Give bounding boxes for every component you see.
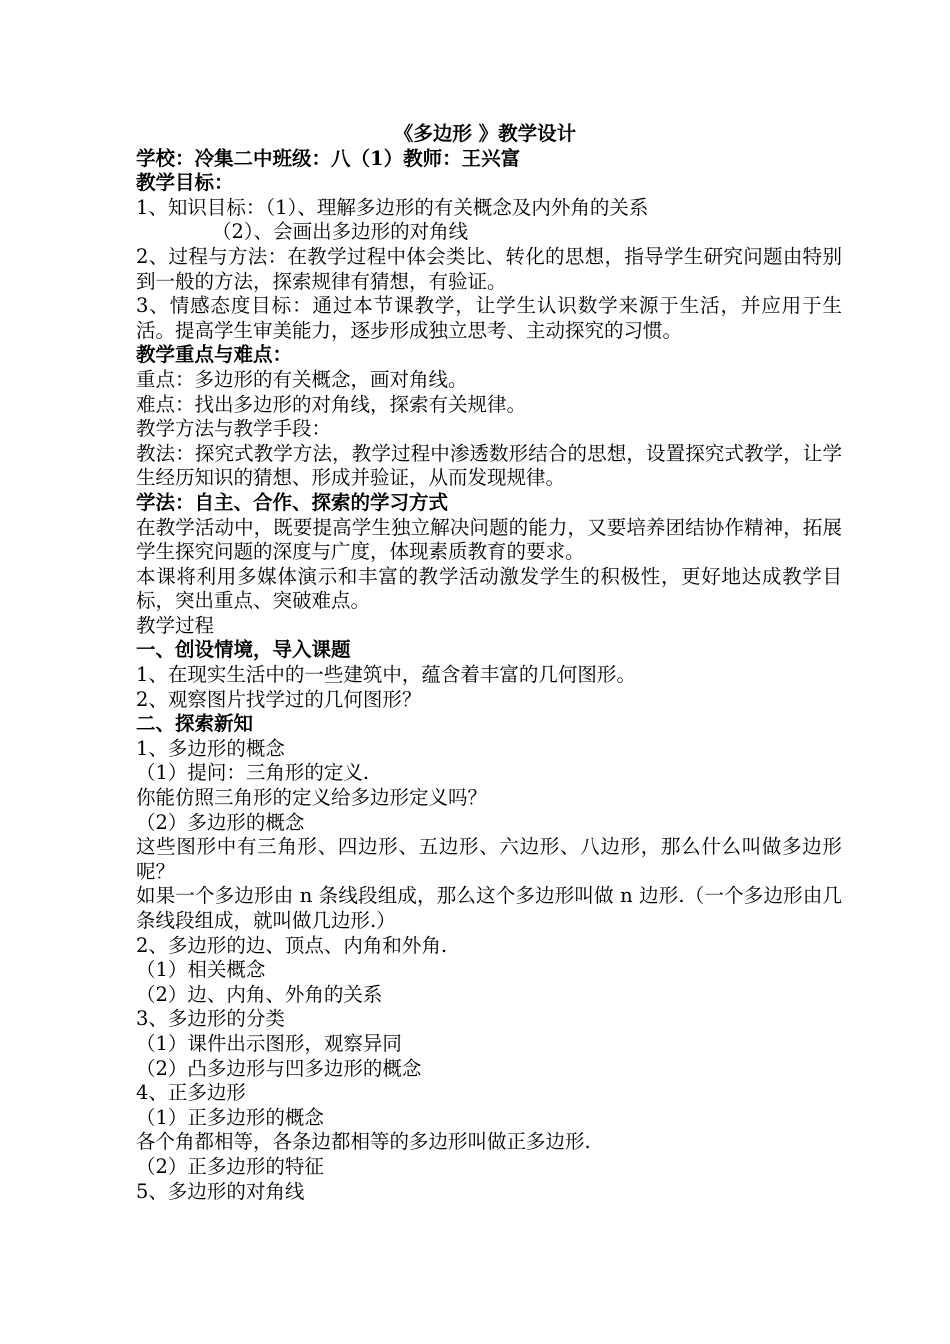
section-1-heading: 一、创设情境，导入课题: [136, 638, 351, 662]
section-2-item-1-2: （2）多边形的概念: [136, 810, 305, 834]
section-2-item-4-1: （1）正多边形的概念: [136, 1105, 324, 1129]
section-2-item-4-paragraph: 各个角都相等，各条边都相等的多边形叫做正多边形.: [136, 1130, 591, 1154]
learning-method: 学法：自主、合作、探索的学习方式: [136, 490, 449, 514]
section-2-item-4-2: （2）正多边形的特征: [136, 1154, 324, 1178]
objective-knowledge-2: （2）、会画出多边形的对角线: [212, 220, 469, 244]
section-2-item-2: 2、多边形的边、顶点、内角和外角.: [136, 933, 448, 957]
section-2-item-1-question: 你能仿照三角形的定义给多边形定义吗？: [136, 786, 488, 810]
document-page: [136, 122, 842, 1204]
section-2-item-3: 3、多边形的分类: [136, 1007, 285, 1031]
section-2-item-3-1: （1）课件出示图形，观察异同: [136, 1031, 402, 1055]
teaching-method: 教法：探究式教学方法，教学过程中渗透数形结合的思想，设置探究式教学，让学生经历知识的猜想、形成并验证，从而发现规律。: [136, 441, 842, 490]
section-2-item-2-1: （1）相关概念: [136, 958, 266, 982]
document-title: 《多边形 》教学设计: [393, 122, 577, 145]
learning-paragraph-1: 在教学活动中，既要提高学生独立解决问题的能力，又要培养团结协作精神，拓展学生探究问题的深度与广度，体现素质教育的要求。: [136, 515, 842, 564]
learning-paragraph-2: 本课将利用多媒体演示和丰富的教学活动激发学生的积极性，更好地达成教学目标，突出重点、突破难点。: [136, 564, 842, 613]
section-2-item-3-2: （2）凸多边形与凹多边形的概念: [136, 1056, 422, 1080]
section-1-item-1: 1、在现实生活中的一些建筑中，蕴含着丰富的几何图形。: [136, 663, 636, 687]
objective-emotion: 3、情感态度目标：通过本节课教学，让学生认识数学来源于生活，并应用于生活。提高学生审美能力，逐步形成独立思考、主动探究的习惯。: [136, 294, 842, 342]
difficulty-point: 难点：找出多边形的对角线，探索有关规律。: [136, 392, 527, 416]
section-2-item-5: 5、多边形的对角线: [136, 1179, 305, 1203]
process-heading: 教学过程: [136, 613, 215, 637]
section-2-item-1: 1、多边形的概念: [136, 736, 285, 760]
section-1-item-2: 2、观察图片找学过的几何图形？: [136, 687, 422, 711]
objectives-heading: 教学目标：: [136, 171, 234, 195]
section-2-item-2-2: （2）边、内角、外角的关系: [136, 982, 383, 1006]
key-heading: 教学重点与难点：: [136, 343, 293, 367]
section-2-item-1-1: （1）提问：三角形的定义.: [136, 761, 370, 785]
key-point: 重点：多边形的有关概念，画对角线。: [136, 367, 468, 391]
section-2-heading: 二、探索新知: [136, 712, 254, 736]
methods-heading: 教学方法与教学手段：: [136, 417, 332, 441]
section-2-item-4: 4、正多边形: [136, 1081, 246, 1105]
section-2-item-1-paragraph-1: 这些图形中有三角形、四边形、五边形、六边形、八边形，那么什么叫做多边形呢？: [136, 835, 842, 883]
school-info: 学校：冷集二中班级：八（1）教师：王兴富: [136, 146, 521, 170]
objective-process: 2、过程与方法：在教学过程中体会类比、转化的思想，指导学生研究问题由特别到一般的方法，探索规律有猜想，有验证。: [136, 244, 842, 293]
objective-knowledge: 1、知识目标：（1）、理解多边形的有关概念及内外角的关系: [136, 195, 649, 219]
section-2-item-1-paragraph-2: 如果一个多边形由 n 条线段组成，那么这个多边形叫做 n 边形.（一个多边形由几条线段组成，就叫做几边形.）: [136, 884, 842, 932]
